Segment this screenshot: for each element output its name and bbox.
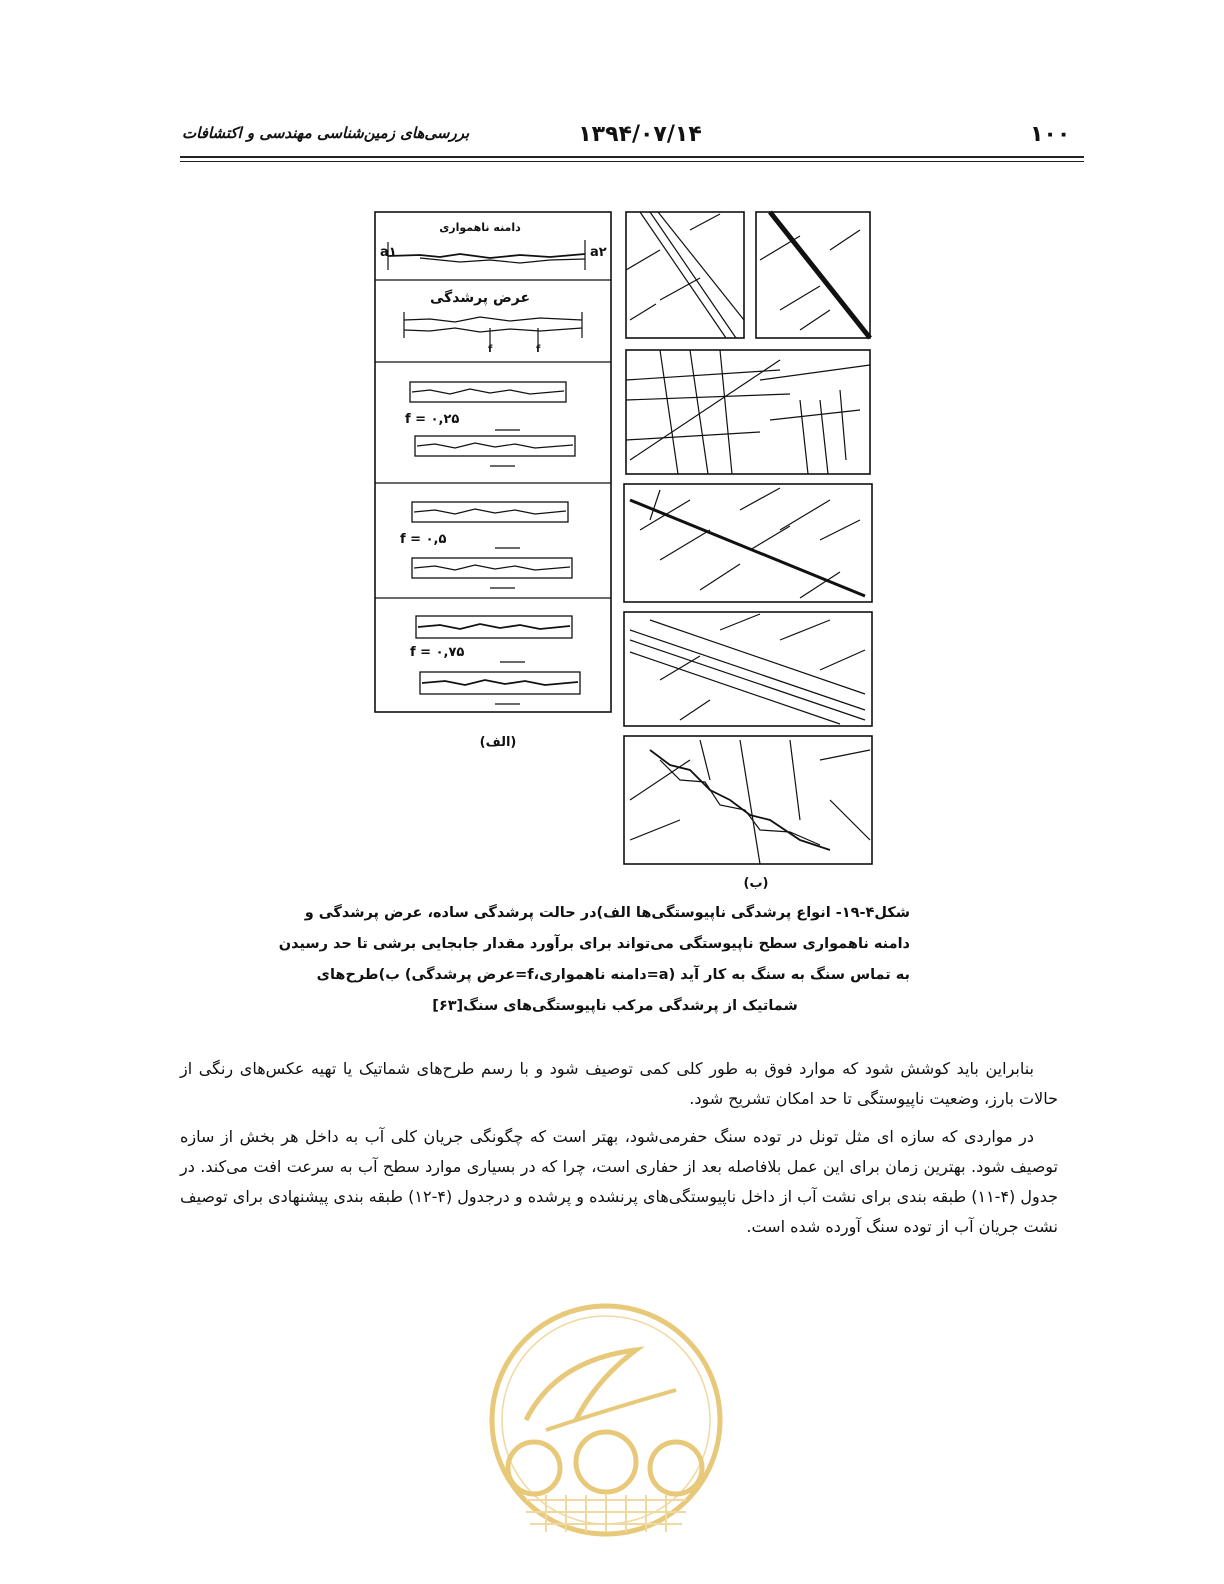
figure [360,200,880,890]
a1-label: a۱ [380,245,397,260]
f-value-025: f = ۰,۲۵ [405,412,460,427]
f-mark-1: f [488,344,493,355]
figure-part-a [375,212,611,750]
part-b-panel-1 [626,212,744,338]
part-a-label: (الف) [479,735,517,750]
caption-line: به تماس سنگ به سنگ به کار آید (a=دامنه ناهمواری،f=عرض پرشدگی) ب)طرح‌های [316,967,910,983]
f-value-075: f = ۰,۷۵ [410,645,465,660]
f-mark-2: f [536,344,541,355]
caption-line: شماتیک از پرشدگی مرکب ناپیوستگی‌های سنگ[۶۳] [432,998,798,1014]
paragraph: بنابراین باید کوشش شود که موارد فوق به طور کلی کمی توصیف شود و با رسم طرح‌های شماتیک یا تهیه عکس‌های رنگی از حالات بارز، وضعیت ناپیوستگی تا حد امکان تشریح شود. [180,1059,1058,1108]
part-b-panel-6 [624,736,872,864]
watermark-logo [486,1300,726,1584]
header-date: ۱۳۹۴/۰۷/۱۴ [578,122,702,147]
figure-part-b [624,212,872,890]
figure-caption [278,898,910,1022]
part-b-label: (ب) [743,876,769,890]
caption-line: دامنه ناهمواری سطح ناپیوستگی می‌تواند برای برآورد مقدار جابجایی برشی تا حد رسیدن [278,936,910,952]
body-text [180,1054,1058,1250]
header-rule [180,156,1084,158]
header-rule-thin [180,161,1084,162]
paragraph: در مواردی که سازه ای مثل تونل در توده سنگ حفرمی‌شود، بهتر است که چگونگی جریان کلی آب به داخل هر بخش از سازه توصیف شود. بهترین زمان برای این عمل بلافاصله بعد از حفاری است، چرا که در بسیاری موارد سطح آب به سرعت افت می‌کند. در جدول (۴-۱۱) طبقه بندی برای نشت آب از داخل ناپیوستگی‌های پرنشده و پرشده و درجدول (۴-۱۲) طبقه بندی پیشنهادی برای توصیف نشت جریان آب از توده سنگ آورده شده است. [180,1127,1059,1236]
caption-line: شکل۴-۱۹- انواع پرشدگی ناپیوستگی‌ها الف)در حالت پرشدگی ساده، عرض پرشدگی و [304,905,910,921]
a2-label: a۲ [590,245,607,260]
roughness-amplitude-label: دامنه ناهمواری [439,221,521,234]
page-number: ۱۰۰ [1030,122,1071,147]
part-b-panel-5 [624,612,872,726]
filling-width-label: عرض پرشدگی [429,290,531,306]
f-value-05: f = ۰,۵ [400,532,447,547]
header-title: بررسی‌های زمین‌شناسی مهندسی و اکتشافات [182,124,470,142]
